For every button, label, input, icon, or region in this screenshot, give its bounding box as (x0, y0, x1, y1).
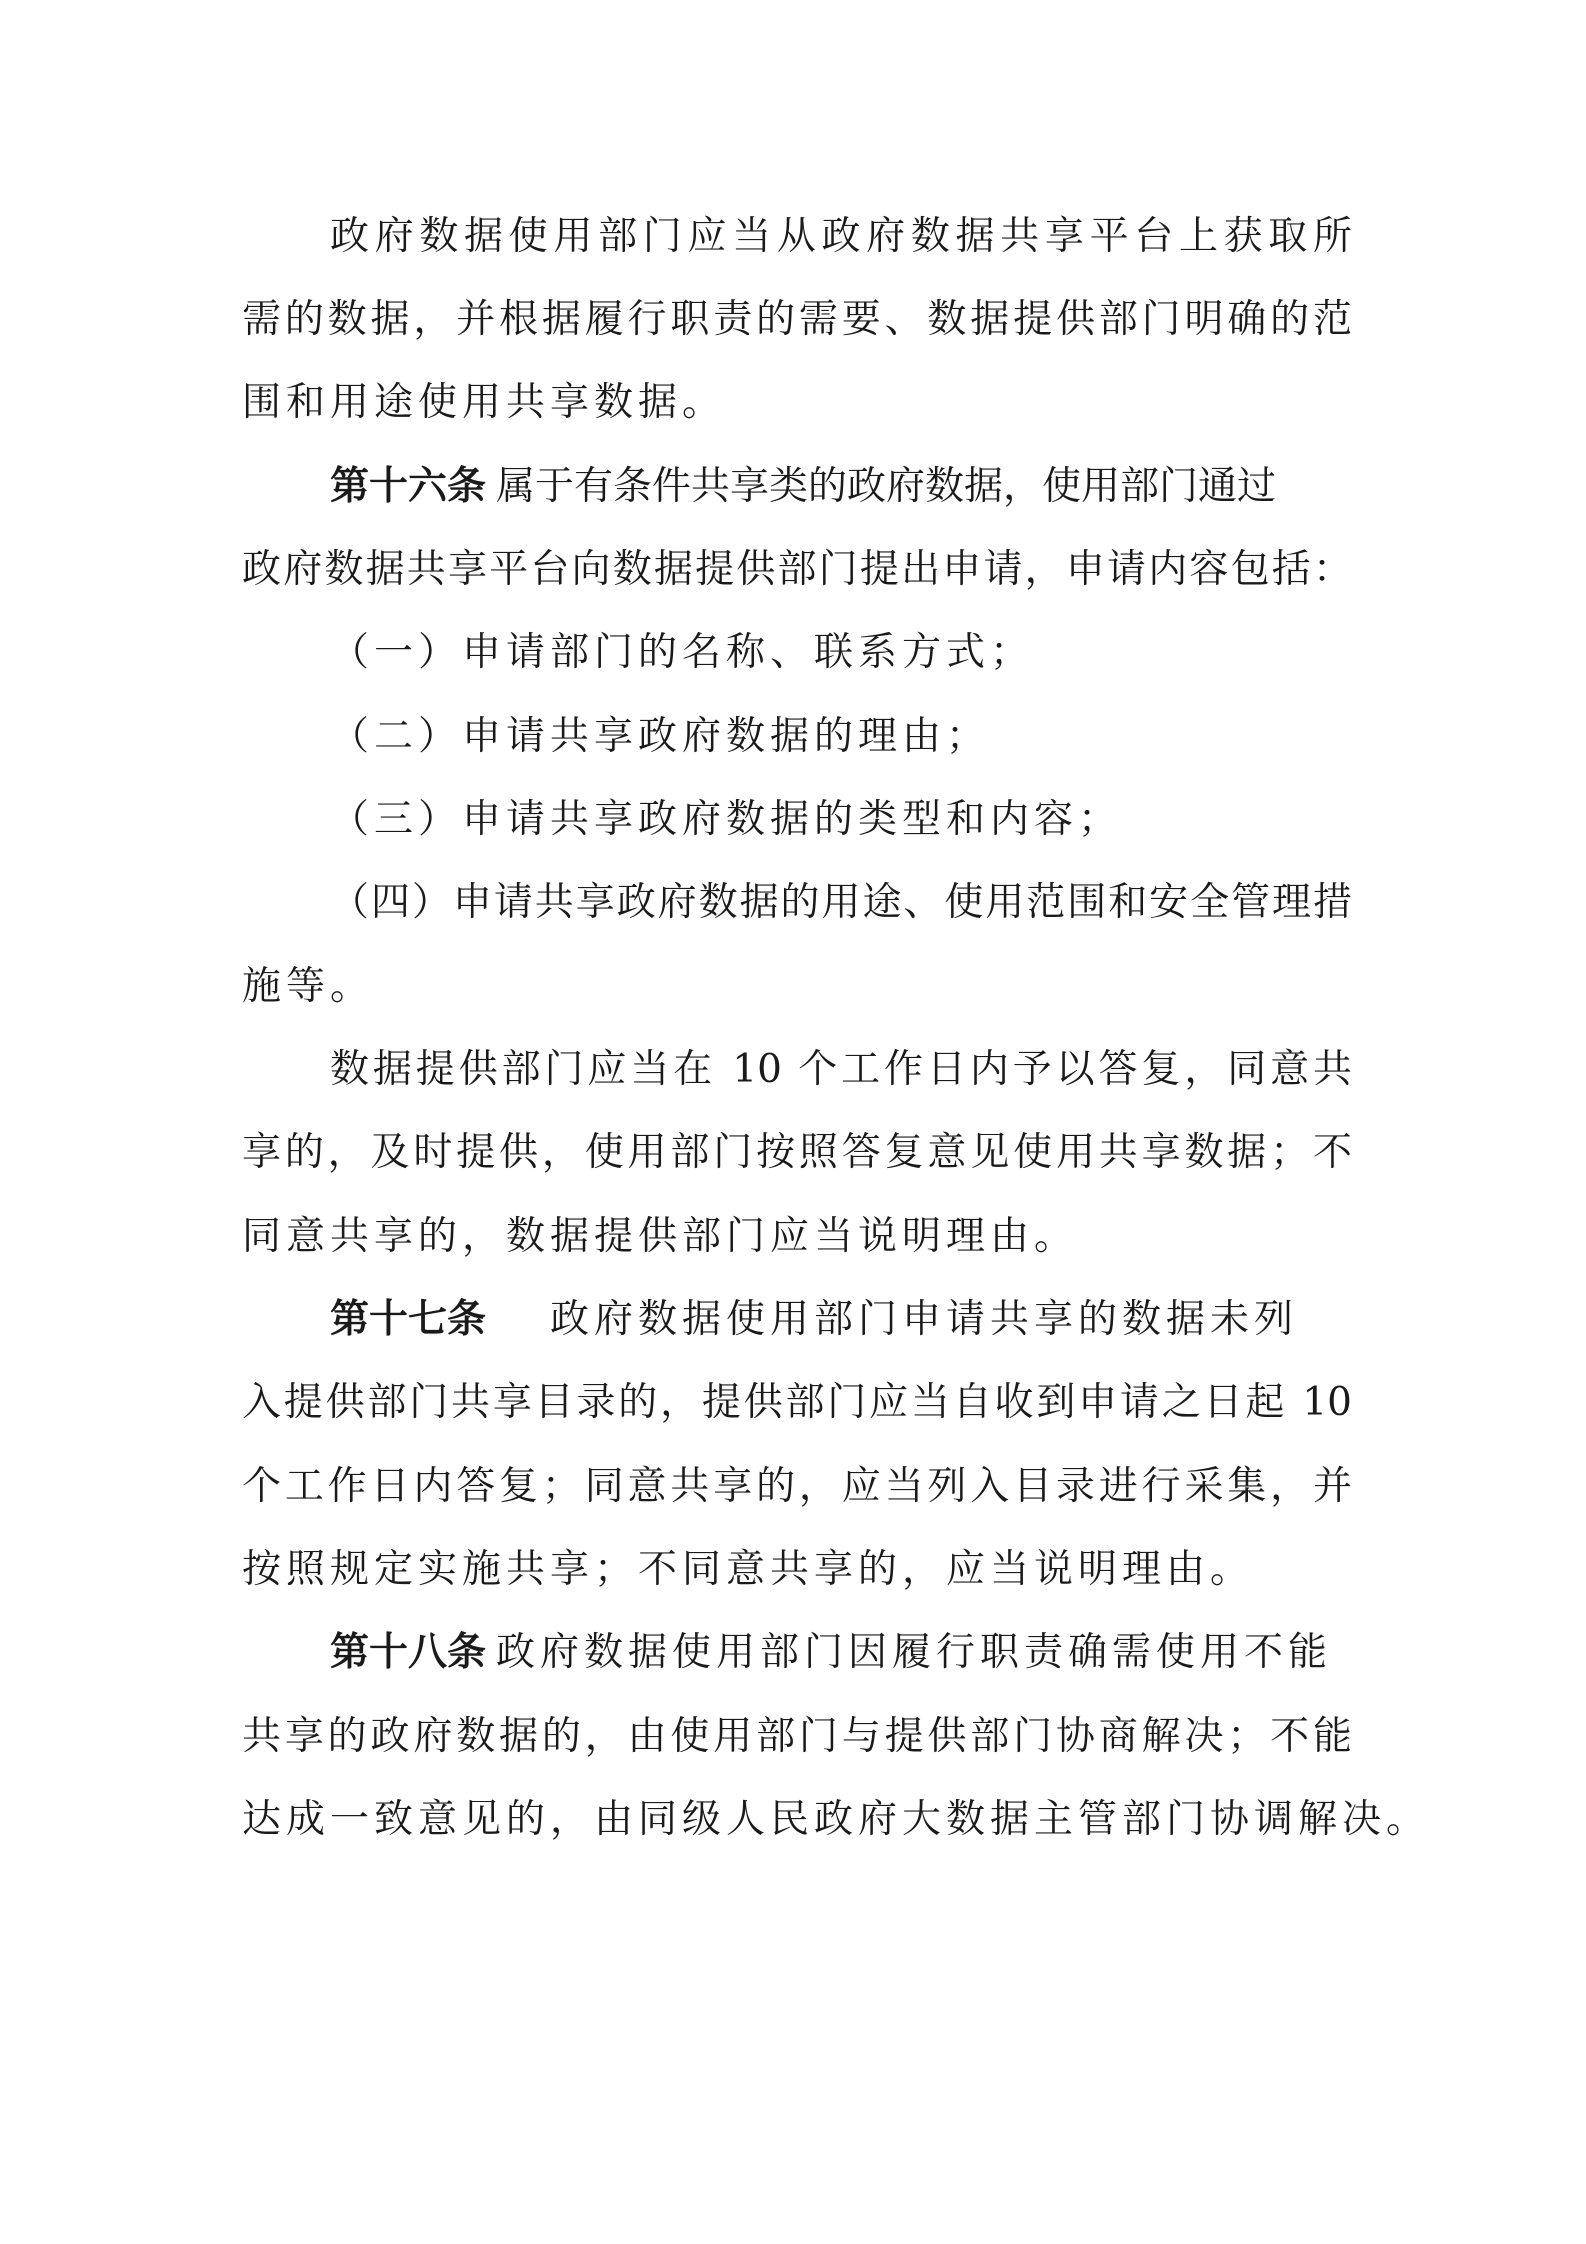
article-16-item-4: （四）申请共享政府数据的用途、使用范围和安全管理措 (330, 880, 1352, 925)
intro-line-2: 需的数据，并根据履行职责的需要、数据提供部门明确的范 (242, 297, 1352, 342)
article-16-item-1: （一）申请部门的名称、联系方式； (330, 630, 1035, 675)
article-18-heading: 第十八条 (330, 1630, 487, 1675)
article-16-item-4-continuation: 施等。 (242, 964, 375, 1009)
article-16-item-3: （三）申请共享政府数据的类型和内容； (330, 797, 1123, 842)
article-17-text-1: 政府数据使用部门申请共享的数据未列 (550, 1297, 1299, 1342)
article-17-line-2: 入提供部门共享目录的，提供部门应当自收到申请之日起 10 (242, 1380, 1352, 1425)
article-17-heading: 第十七条 (330, 1297, 487, 1342)
article-16-heading: 第十六条 (330, 464, 487, 509)
intro-line-3: 围和用途使用共享数据。 (242, 380, 727, 425)
article-17-line-1 (330, 1290, 1352, 1350)
article-16-line-2: 政府数据共享平台向数据提供部门提出申请，申请内容包括： (242, 547, 1352, 592)
article-16-item-2: （二）申请共享政府数据的理由； (330, 714, 991, 759)
article-17-line-4: 按照规定实施共享；不同意共享的，应当说明理由。 (242, 1547, 1255, 1592)
article-16-line-1 (330, 457, 1352, 517)
reply-line-3: 同意共享的，数据提供部门应当说明理由。 (242, 1214, 1079, 1259)
article-18-text-1: 政府数据使用部门因履行职责确需使用不能 (496, 1630, 1333, 1675)
reply-line-2: 享的，及时提供，使用部门按照答复意见使用共享数据；不 (242, 1130, 1352, 1175)
reply-line-1: 数据提供部门应当在 10 个工作日内予以答复，同意共 (330, 1047, 1352, 1092)
article-17-line-3: 个工作日内答复；同意共享的，应当列入目录进行采集，并 (242, 1464, 1352, 1509)
article-18-line-2: 共享的政府数据的，由使用部门与提供部门协商解决；不能 (242, 1714, 1352, 1759)
article-18-line-1 (330, 1623, 1352, 1683)
intro-line-1: 政府数据使用部门应当从政府数据共享平台上获取所 (330, 214, 1352, 259)
article-16-text-1: 属于有条件共享类的政府数据，使用部门通过 (496, 464, 1277, 509)
article-18-line-3: 达成一致意见的，由同级人民政府大数据主管部门协调解决。 (242, 1797, 1431, 1842)
